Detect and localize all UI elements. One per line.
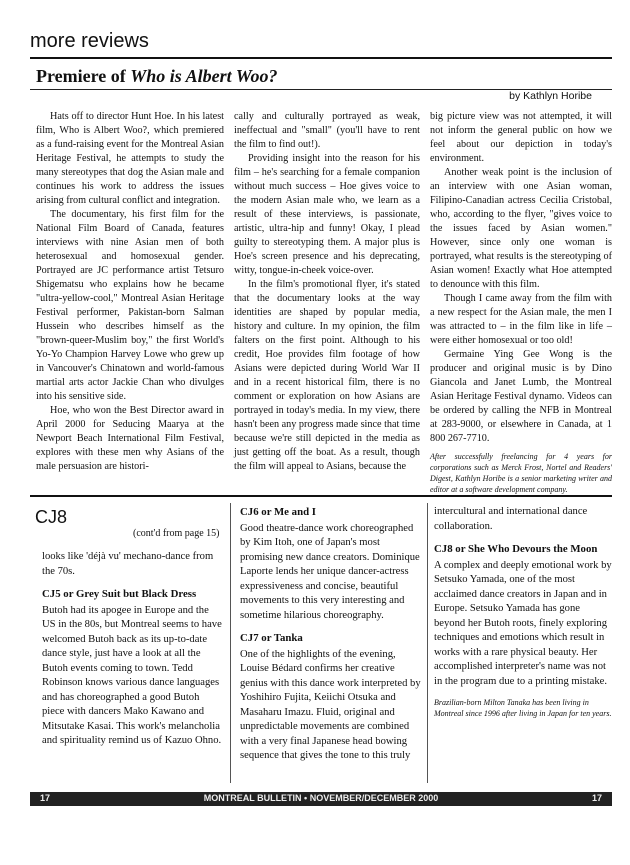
- article-paragraph: Another weak point is the inclusion of an interview with one Asian woman, Filipino-Canadian actress Cecilia Cristobal, who, according to the flyer, "gives voice to the issues faced by Asian women." However, since only one woman is portrayed, what results is the stereotyping of Asian women! Exactly what Hoe attempted to denounce with this film.: [430, 167, 612, 290]
- title-prefix: Premiere of: [36, 66, 131, 86]
- article-paragraph: Providing insight into the reason for his film – he's searching for a female companion without much success – Hoe gives voice to the modern Asian male who, we learn as a result of these interviews, is passionate, artistic, ultra-hip and funny! Okay, I plead guilty to stereotyping them. A major plus is Hoe's screen presence and his deprecating, witty, tongue-in-cheek voice-over.: [234, 153, 420, 276]
- article-paragraph: big picture view was not attempted, it will not inform the general public on how we feel about our depiction in today's environment.: [430, 111, 612, 164]
- section-text: One of the highlights of the evening, Louise Bédard confirms her creative genius with this dance work interpreted by Yoshihiro Fujita, Keiichi Otsuka and Masaharu Imazu. Fluid, original and unpredictable movements are combined with a very final Japanese head bowing sequence that gives the tone to this truly: [240, 648, 421, 761]
- column-divider: [230, 503, 231, 783]
- article-paragraph: cally and culturally portrayed as weak, ineffectual and "small" (you'll have to rent the film to find out!).: [234, 111, 420, 150]
- article-paragraph: In the film's promotional flyer, it's stated that the documentary looks at the way identities are shaped by popular media, history and culture. In my opinion, the film falters on the first point. Although to his credit, Hoe provides film footage of how Asians were depicted during World War II and in a recent historical film, there is no comment or exploration on how Asians are portrayed in today's media. In my view, there hasn't been any progress made since that time because we're still depicted in the media as just getting off the boat. As a result, though the film will appeal to Asians, because the: [234, 279, 421, 472]
- article-paragraph: Though I came away from the film with a new respect for the Asian male, the men I was attracted to – in the film like in life – were either homosexual or too old!: [430, 293, 612, 346]
- author-bio: After successfully freelancing for 4 years for corporations such as Merck Frost, Nortel and Readers' Digest, Kathlyn Horibe is a senior marketing writer and editor at a software development company.: [430, 452, 612, 494]
- article-column-1: [36, 110, 224, 474]
- top-rule: [30, 57, 612, 59]
- title-film: Who is Albert Woo?: [130, 66, 278, 86]
- cj8-intro: looks like 'déjà vu' mechano-dance from the 70s.: [42, 551, 214, 577]
- article-column-2: [234, 110, 420, 474]
- section-title: CJ8 or She Who Devours the Moon: [434, 543, 598, 555]
- article-paragraph: Germaine Ying Gee Wong is the producer and original music is by Dino Giancola and Janet Lumb, the Montreal Asian Heritage Festival dynamo. Videos can be ordered by calling the NFB in Montreal at 283-9000, or elsewhere in Canada, at 1 800 267-7710.: [430, 349, 612, 444]
- section-title: CJ6 or Me and I: [240, 506, 316, 518]
- cj8-column-1: [42, 550, 224, 749]
- section-text: intercultural and international dance collaboration.: [434, 506, 588, 532]
- article-paragraph: The documentary, his first film for the National Film Board of Canada, features interviews with nine Asian men of both heterosexual and homosexual gender. Portrayed are JC performance artist Tetsuro Shigematsu who explains how he became "ultra-yellow-cool," Montreal Asian Heritage Festival performer, Pakistan-born Salman Hussein who describes himself as the "brown-queer-Muslim boy," the first World's Yo-Yo Champion Harvey Lowe who grew up in Vancouver's Chinatown and world-famous martial arts actor Jackie Chan who divulges into his sensitive side.: [36, 209, 224, 402]
- continued-note: (cont'd from page 15): [133, 528, 220, 539]
- column-divider: [427, 503, 428, 783]
- cj8-column-3: [434, 505, 612, 719]
- article-paragraph: Hoe, who won the Best Director award in April 2000 for Seducing Maarya at the Newport Beach International Film Festival, explores with these men why Asians of the male persuasion are histori-: [36, 405, 224, 472]
- article-title: [36, 66, 277, 87]
- page-number-left: 17: [40, 793, 51, 803]
- cj8-heading: CJ8: [35, 507, 68, 527]
- section-title: CJ7 or Tanka: [240, 632, 303, 644]
- section-title: CJ5 or Grey Suit but Black Dress: [42, 588, 197, 600]
- section-text: Butoh had its apogee in Europe and the US in the 80s, but Montreal seems to have welcomed Butoh back as its up-to-date dance style, just have a look at all the Butoh events coming to town. Tedd Robinson knows various dance languages and has choreographed a good Butoh piece with dancers Mako Kawano and Mitsutake Kasai. This work's melancholia and spirituality remind us of Kazuo Ohno.: [42, 604, 222, 746]
- article-paragraph: Hats off to director Hunt Hoe. In his latest film, Who is Albert Woo?, which premiered as a fund-raising event for the Montreal Asian Heritage Festival, he attempts to study the many stereotypes that dog the Asian male and continues his work to address the issues arising from cultural conflict and integration.: [36, 111, 224, 206]
- section-divider: [30, 495, 612, 497]
- section-text: Good theatre-dance work choreographed by Kim Itoh, one of Japan's most promising new dance creators. Dominique Laporte lends her unique dancer-actress expressiveness and concise, beautiful movements to this very interesting and sometime hilarious choreography.: [240, 522, 420, 621]
- section-text: A complex and deeply emotional work by Setsuko Yamada, one of the most acclaimed dance creators in Japan and in Europe. Setsuko Yamada has gone beyond her Butoh roots, finely exploring techniques and emotions which result in works with a rare physical beauty. Her accomplished interpreter's name was not in the program due to a printing mistake.: [434, 559, 612, 687]
- section-heading: more reviews: [30, 30, 149, 52]
- page-number-right: 17: [591, 793, 602, 803]
- publication-line: MONTREAL BULLETIN • NOVEMBER/DECEMBER 2000: [203, 793, 439, 803]
- footer-bar: [30, 792, 612, 806]
- cj8-column-2: [240, 505, 422, 764]
- article-column-3: [430, 110, 612, 495]
- byline: by Kathlyn Horibe: [509, 90, 592, 102]
- author-bio: Brazilian-born Milton Tanaka has been living in Montreal since 1996 after living in Japan for ten years.: [434, 698, 612, 718]
